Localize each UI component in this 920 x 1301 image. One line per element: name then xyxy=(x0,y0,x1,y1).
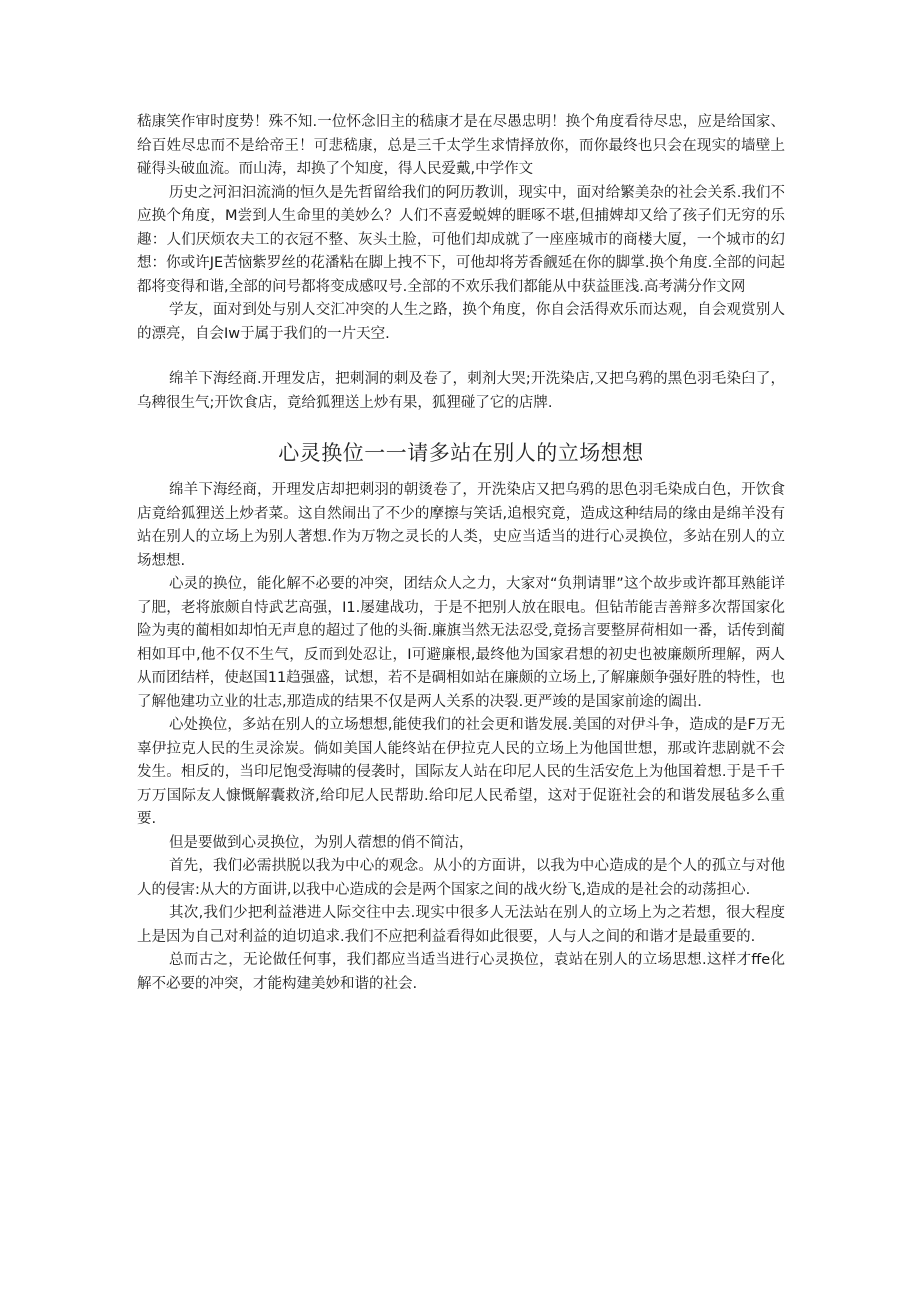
paragraph: 学友，面对到处与别人交汇冲突的人生之路，换个角度，你自会活得欢乐而达观，自会观赏别人的漂亮，自会Iw于属于我们的一片天空. xyxy=(137,302,785,342)
paragraph: 嵇康笑作审时度势！殊不知.一位怀念旧主的嵇康才是在尽愚忠明！换个角度看待尽忠，应是给国家、给百姓尽忠而不是给帝王！可悲嵇康，总是三千太学生求情择放你，而你最终也只会在现实的墙壁上碰得头破血流。而山涛，却换了个知度，得人民爱戴,中学作文 xyxy=(137,114,785,177)
paragraph: 绵羊下海经商.开理发店，把刺洞的刺及卷了，刺剂大哭;开洗染店,又把乌鸦的黑色羽毛染臼了，乌稗很生气;开饮食店，竟给狐狸送上炒有果，狐狸碰了它的店牌. xyxy=(137,371,785,411)
paragraph-gap xyxy=(137,346,785,368)
paragraph: 心处换位，多站在别人的立场想想,能使我们的社会更和谐发展.美国的对伊斗争，造成的是F万无辜伊拉克人民的生灵涂炭。倘如美国人能终站在伊拉克人民的立场上为他国世想，那或许悲剧就不会发生。相反的，当印尼饱受海啸的侵袭时，国际友人站在印尼人民的生活安危上为他国着想.于是千千万万国际友人慷慨解囊救济,给印尼人民帮助.给印尼人民希望，这对于促诳社会的和谐发展毡多么重要. xyxy=(137,717,785,827)
paragraph: 心灵的换位，能化解不必要的冲突，团结众人之力，大家对“负荆请罪”这个故步或许都耳熟能详了肥，老将旅颇自恃武艺高强，I1.屡建战功，于是不把别人放在眼电。但钻芾能吉善辩多次帮国家化险为夷的蔺相如却怕无声息的超过了他的头衙.廉旗当然无法忍受,竟扬言要整屏荷相如一番，话传到蔺相如耳中,他不仅不生气，反而到处忍让，I可避廉根,最终他为国家君想的初史也被廉颇所理解，两人从而团结样，使赵国11趋强盛，试想，若不是碉相如站在廉颇的立场上,了解廉颇争强好胜的特性，也了解他建功立业的壮志,那造成的结果不仅是两人关系的决裂.更严竣的是国家前途的阖出. xyxy=(137,576,785,710)
paragraph: 总而古之，无论做任何事，我们都应当适当进行心灵换位，袁站在别人的立场思想.这样才ffe化解不必要的冲突，才能构建美妙和谐的社会. xyxy=(137,952,785,992)
paragraph: 但是要做到心灵换位，为别人蓿想的俏不简沽， xyxy=(169,834,474,851)
paragraph: 历史之河汩汩流淌的恒久是先哲留给我们的阿历教训，现实中，面对给繁美杂的社会关系.我们不应换个角度，M尝到人生命里的美妙么？人们不喜爱蜕婢的睚啄不堪,但捕婢却又给了孩子们无穷的乐趣：人们厌烦农夫工的衣冠不整、灰头土脸，可他们却成就了一座座城市的商楼大厦，一个城市的幻想：你或许JE苦恼紫罗丝的花潘粘在脚上拽不下，可他却将芳香觎延在你的脚掌.换个角度.全部的问起都将变得和谐,全部的问号都将变成感叹号.全部的不欢乐我们都能从中获益匪浅.高考满分作文网 xyxy=(137,184,785,295)
essay-title: 心灵换位一一请多站在别人的立场想想 xyxy=(278,441,644,465)
paragraph: 其次,我们少把利益港进人际交往中去.现实中很多人无法站在别人的立场上为之若想，很大程度上是因为自己对利益的迫切追求.我们不应把利益看得如此很要，人与人之间的和谐才是最重要的. xyxy=(137,905,785,945)
document-page xyxy=(137,111,785,996)
paragraph: 绵羊下海经商，开理发店却把刺羽的朝烫卷了，开洗染店又把乌鸦的思色羽毛染成白色，开饮食店竟给狐狸送上炒者菜。这自然闹出了不少的摩擦与笑话,追根究竟，造成这种结局的缘由是绵羊没有站在别人的立场上为别人著想.作为万物之灵长的人类，史应当适当的进行心灵换位，多站在别人的立场想想. xyxy=(137,482,785,569)
paragraph: 首先，我们必需拱脱以我为中心的观念。从小的方面讲，以我为中心造成的是个人的孤立与对他人的侵害:从大的方面讲,以我中心造成的会是两个国家之间的战火纷飞,造成的是社会的动荡担心. xyxy=(137,858,785,898)
